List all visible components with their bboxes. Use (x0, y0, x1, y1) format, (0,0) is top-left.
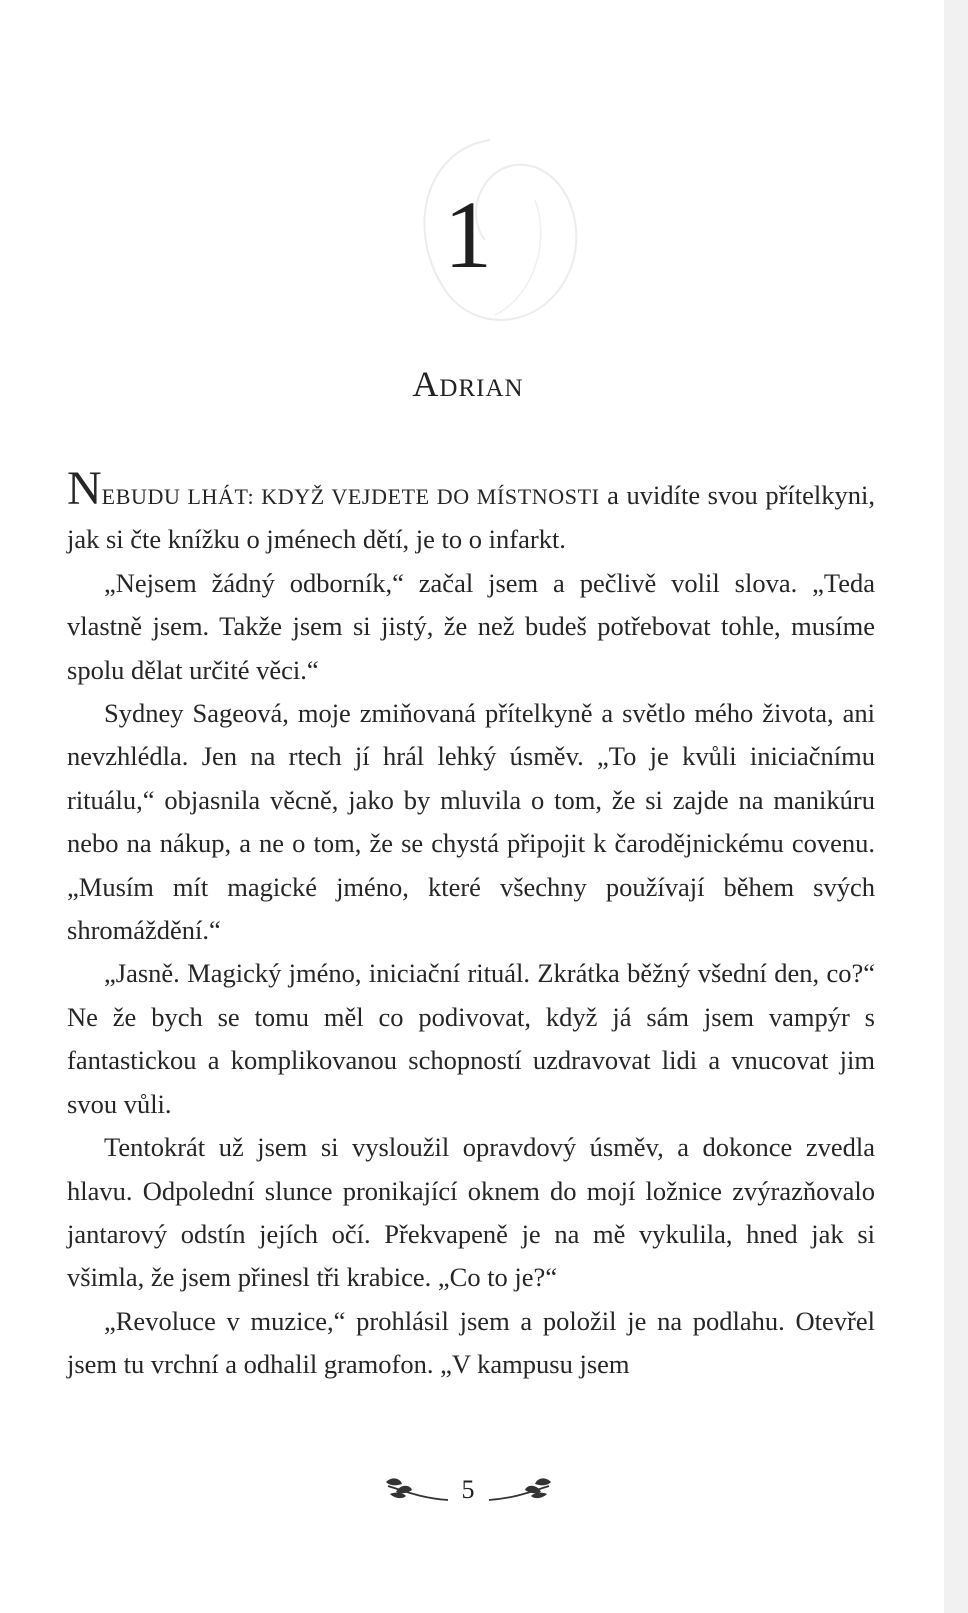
paragraph: Tentokrát už jsem si vysloužil opravdový úsměv, a dokonce zvedla hlavu. Odpolední slunce pronikající oknem do mojí ložnice zvýrazňovalo jantarový odstín jejích očí. Překvapeně je na mě vykulila, hned jak si všimla, že jsem přinesl tři krabice. „Co to je?“ (67, 1132, 875, 1293)
leaf-sprig-left-icon (382, 1472, 452, 1508)
body-text (67, 462, 875, 1387)
page-edge-shadow (944, 0, 968, 1613)
opening-rest: a uvidíte svou přítelkyni, jak si čte knížku o jménech dětí, je to o infarkt. (67, 480, 875, 555)
paragraph: „Revoluce v muzice,“ prohlásil jsem a položil je na podlahu. Otevřel jsem tu vrchní a odhalil gramofon. „V kampusu jsem (67, 1305, 875, 1380)
chapter-number: 1 (444, 181, 492, 288)
opening-paragraph (67, 462, 875, 562)
paragraph: Sydney Sageová, moje zmiňovaná přítelkyně a světlo mého života, ani nevzhlédla. Jen na rtech jí hrál lehký úsměv. „To je kvůli iniciačnímu rituálu,“ objasnila věcně, jako by mluvila o tom, že si zajde na manikúru nebo na nákup, a ne o tom, že se chystá připojit k čarodějnickému covenu. „Musím mít magické jméno, které všechny používají během svých shromáždění.“ (67, 698, 875, 946)
paragraph: „Nejsem žádný odborník,“ začal jsem a pečlivě volil slova. „Teda vlastně jsem. Takže jsem si jistý, že než budeš potřebovat tohle, musíme spolu dělat určité věci.“ (67, 567, 875, 685)
page-number: 5 (461, 1475, 475, 1504)
page-footer (0, 1472, 936, 1508)
drop-cap: N (67, 462, 102, 515)
chapter-title: Adrian (412, 364, 524, 404)
paragraph: „Jasně. Magický jméno, iniciační rituál. Zkrátka běžný všední den, co?“ Ne že bych se tomu měl co podivovat, když já sám jsem vampýr s fantastickou a komplikovanou schopností uzdravovat lidi a vnucovat jim svou vůli. (67, 958, 875, 1119)
opening-small-caps: EBUDU LHÁT: KDYŽ VEJDETE DO MÍSTNOSTI (101, 484, 600, 509)
leaf-sprig-right-icon (485, 1472, 555, 1508)
